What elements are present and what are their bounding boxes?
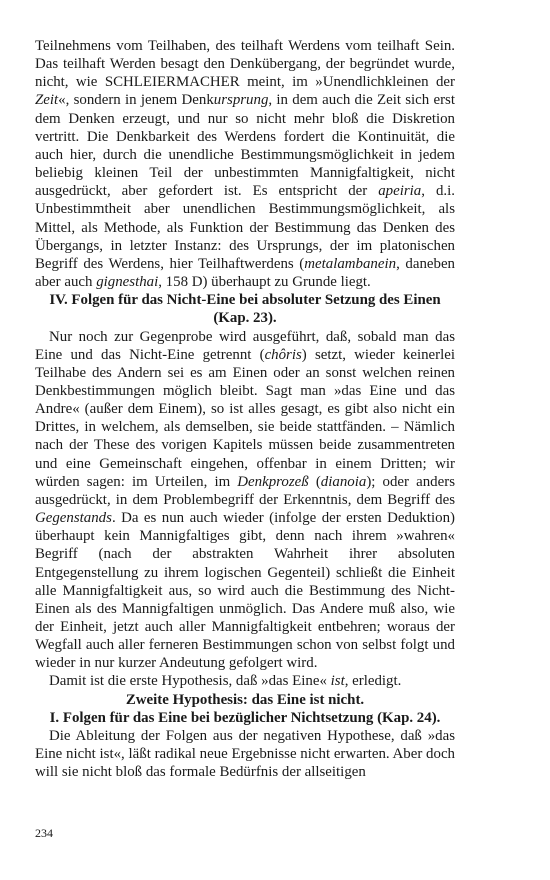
section-heading-iv: IV. Folgen für das Nicht-Eine bei absoluter Setzung des Einen (Kap. 23). bbox=[49, 292, 441, 327]
paragraph-4: Die Ableitung der Folgen aus der negativen Hypothese, daß »das Eine nicht ist«, läßt radikal neue Ergebnisse nicht erwarten. Aber doch will sie nicht bloß das formale Bedürfnis der allseitigen bbox=[35, 727, 455, 781]
paragraph-3: Damit ist die erste Hypothesis, daß »das Eine« ist, erledigt. bbox=[49, 673, 402, 690]
paragraph-1: Teilnehmens vom Teilhaben, des teilhaft Werdens vom teilhaft Sein. Das teilhaft Werden besagt den Denkübergang, der begründet wurde, nicht, wie SCHLEIERMACHER meint, im »Unendlichkleinen der Zeit«, sondern in jenem Denkursprung, in dem auch die Zeit sich erst dem Denken erzeugt, und nur so nicht mehr bloß die Diskretion vertritt. Die Denkbarkeit des Werdens fordert die Kontinuität, die auch hier, durch die unendliche Bestimmungsmöglichkeit in jedem beliebig kleinen Teil der unbestimmten Mannigfaltigkeit, nicht ausgedrückt, aber gefordert ist. Es entspricht der apeiria, d.i. Unbestimmtheit aber unendlichen Bestimmungsmöglichkeit, als Mittel, als Methode, als Funktion der Bestimmung das Denken des Übergangs, in letzter Instanz: des Ursprungs, der im platonischen Begriff des Werdens, hier Teilhaftwerdens (metalambanein, daneben aber auch gignesthai, 158 D) überhaupt zu Grunde liegt. bbox=[35, 38, 455, 291]
paragraph-2: Nur noch zur Gegenprobe wird ausgeführt, daß, sobald man das Eine und das Nicht-Eine getrennt (chôris) setzt, wieder keinerlei Teilhabe des Andern sei es am Einen oder an sonst welchen reinen Denkbestimmungen möglich bleibt. Sagt man »das Eine und das Andre« (außer dem Einem), so ist alles gesagt, es gibt also nicht ein Drittes, in welchem, als demselben, sie beide stattfänden. – Nämlich nach der These des vorigen Kapitels müssen beide zusammentreten und eine Gemeinschaft eingehen, offenbar in einem Dritten; wir würden sagen: im Urteilen, im Denkprozeß (dianoia); oder anders ausgedrückt, in dem Problembegriff der Erkenntnis, dem Begriff des Gegenstands. Da es nun auch wieder (infolge der ersten Deduktion) überhaupt kein Mannigfaltiges gibt, denn nach ihrem »wahren« Begriff (nach der abstrakten Wahrheit ihrer absoluten Entgegenstellung zu ihrem logischen Gegenteil) schließt die Einheit alle Mannigfaltigkeit aus, so wird auch die Bestimmung des Nicht-Einen als des Mannigfaltigen unmöglich. Das Andere muß also, wie der Einheit, jetzt auch aller Mannigfaltigkeit entbehren; woraus der Wegfall auch aller ferneren Bestimmungen schon von selbst folgt und wieder in nur kurzer Andeutung gefolgert wird. bbox=[35, 328, 455, 672]
hypothesis-heading: Zweite Hypothesis: das Eine ist nicht. bbox=[125, 691, 365, 708]
page-number: 234 bbox=[35, 826, 53, 840]
page-body bbox=[35, 37, 455, 781]
section-heading-i: I. Folgen für das Eine bei bezüglicher Nichtsetzung (Kap. 24). bbox=[49, 709, 441, 726]
